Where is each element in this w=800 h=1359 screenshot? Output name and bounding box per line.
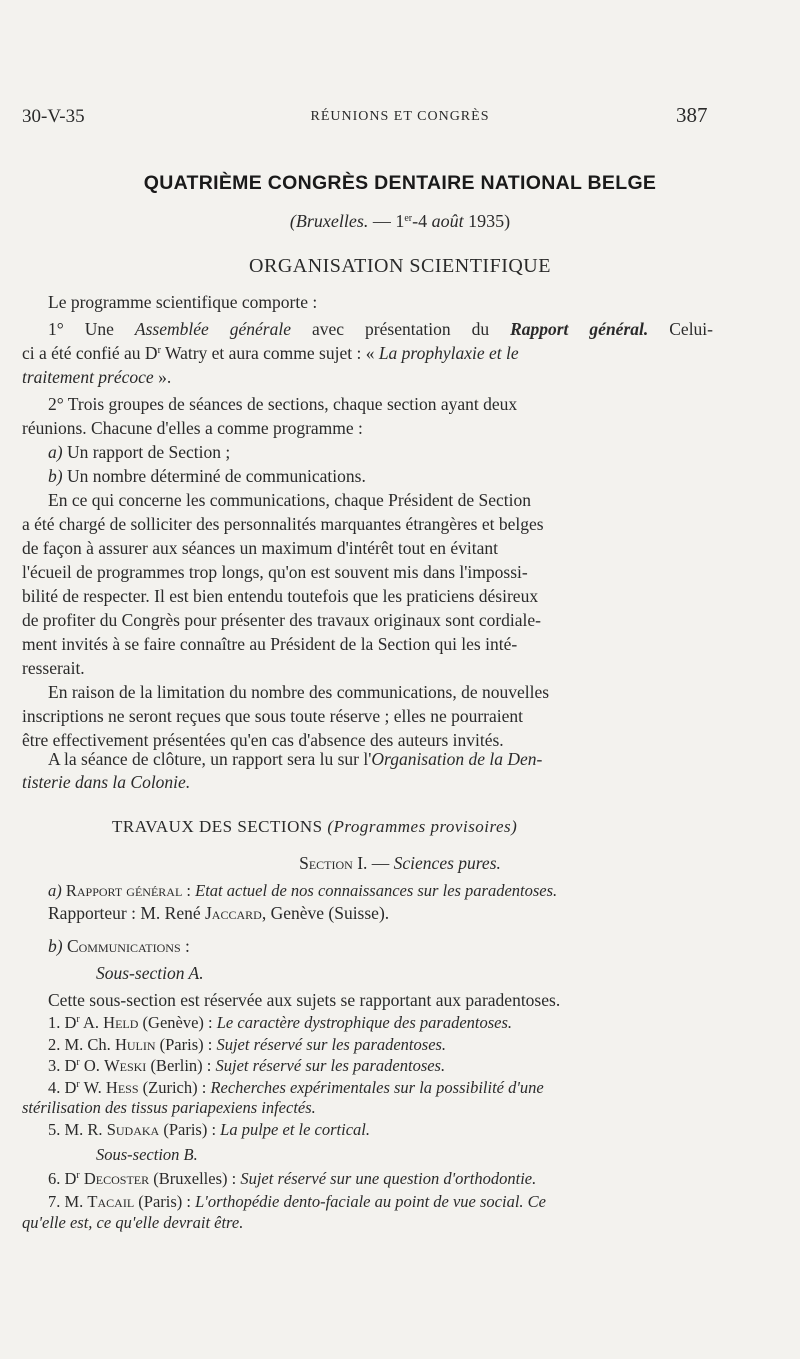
entry-line: 4. $D^r$ W. Hess (Zurich) : Recherches expérimentales sur la possibilité d'une [48, 1078, 544, 1097]
article-subtitle: (Bruxelles. — 1er-4 août 1935) [289, 211, 511, 231]
item1-line2: ci a été confié au $D^r$ Watry et aura comme sujet : « La prophylaxie et le [22, 343, 519, 363]
item1-line3: traitement précoce ». [22, 367, 172, 387]
para-comm-line: bilité de respecter. Il est bien entendu toutefois que les praticiens désireux [22, 586, 539, 606]
header-date: 30-V-35 [22, 106, 85, 127]
item2-sub-b: b) Un nombre déterminé de communications. [48, 466, 366, 486]
para-comm-line: a été chargé de solliciter des personnalités marquantes étrangères et belges [22, 514, 544, 534]
item2-line1: 2° Trois groupes de séances de sections, chaque section ayant deux [48, 394, 518, 414]
item1-line1: 1° Une Assemblée générale avec présentation du Rapport général. Celui- [48, 319, 713, 339]
para-comm-line: ment invités à se faire connaître au Président de la Section qui les inté- [22, 634, 518, 654]
entry-line: 2. M. Ch. Hulin (Paris) : Sujet réservé sur les paradentoses. [48, 1035, 447, 1054]
subsection-a-heading: Sous-section A. [96, 963, 204, 983]
subsection-a-intro: Cette sous-section est réservée aux sujets se rapportant aux paradentoses. [48, 990, 561, 1010]
para-comm-line: resserait. [22, 658, 85, 678]
item2-sub-a: a) Un rapport de Section ; [48, 442, 231, 462]
para-comm-line: de profiter du Congrès pour présenter des travaux originaux sont cordiale- [22, 610, 542, 630]
para-limit-line: En raison de la limitation du nombre des communications, de nouvelles [48, 682, 550, 702]
para-comm-line: l'écueil de programmes trop longs, qu'on est souvent mis dans l'impossi- [22, 562, 528, 582]
page-number: 387 [676, 103, 708, 127]
entry-line: 3. $D^r$ O. Weski (Berlin) : Sujet réservé sur les paradentoses. [48, 1056, 446, 1075]
entry-continuation: stérilisation des tissus pariapexiens infectés. [22, 1098, 316, 1117]
communications-heading: b) Communications : [48, 936, 190, 956]
subsection-b-heading: Sous-section B. [96, 1145, 198, 1164]
item2-line2: réunions. Chacune d'elles a comme programme : [22, 418, 363, 438]
entry-line: 7. M. Tacail (Paris) : L'orthopédie dento-faciale au point de vue social. Ce [48, 1192, 546, 1211]
entry-line: 1. $D^r$ A. Held (Genève) : Le caractère dystrophique des paradentoses. [48, 1013, 513, 1032]
para-limit-line: inscriptions ne seront reçues que sous toute réserve ; elles ne pourraient [22, 706, 524, 726]
section-heading-organisation: ORGANISATION SCIENTIFIQUE [249, 255, 551, 277]
section1-heading: Section I. — Sciences pures. [299, 853, 501, 873]
running-title: RÉUNIONS ET CONGRÈS [310, 109, 490, 124]
intro-line: Le programme scientifique comporte : [48, 292, 318, 312]
entry-line: 5. M. R. Sudaka (Paris) : La pulpe et le cortical. [48, 1120, 371, 1139]
entry-continuation: qu'elle est, ce qu'elle devrait être. [22, 1213, 244, 1232]
rapport-line: a) Rapport général : Etat actuel de nos connaissances sur les paradentoses. [48, 881, 558, 900]
para-closing-line1: A la séance de clôture, un rapport sera lu sur l'Organisation de la Den- [48, 749, 543, 769]
para-comm-line: de façon à assurer aux séances un maximum d'intérêt tout en évitant [22, 538, 498, 558]
para-closing-line2: tisterie dans la Colonie. [22, 772, 191, 792]
article-title: QUATRIÈME CONGRÈS DENTAIRE NATIONAL BELGE [143, 172, 657, 194]
rapporteur-line: Rapporteur : M. René Jaccard, Genève (Suisse). [48, 903, 390, 923]
travaux-heading: TRAVAUX DES SECTIONS (Programmes provisoires) [112, 817, 518, 836]
entry-line: 6. $D^r$ Decoster (Bruxelles) : Sujet réservé sur une question d'orthodontie. [48, 1169, 537, 1188]
para-comm-line: En ce qui concerne les communications, chaque Président de Section [48, 490, 532, 510]
para-limit-line: être effectivement présentées qu'en cas d'absence des auteurs invités. [22, 730, 504, 750]
